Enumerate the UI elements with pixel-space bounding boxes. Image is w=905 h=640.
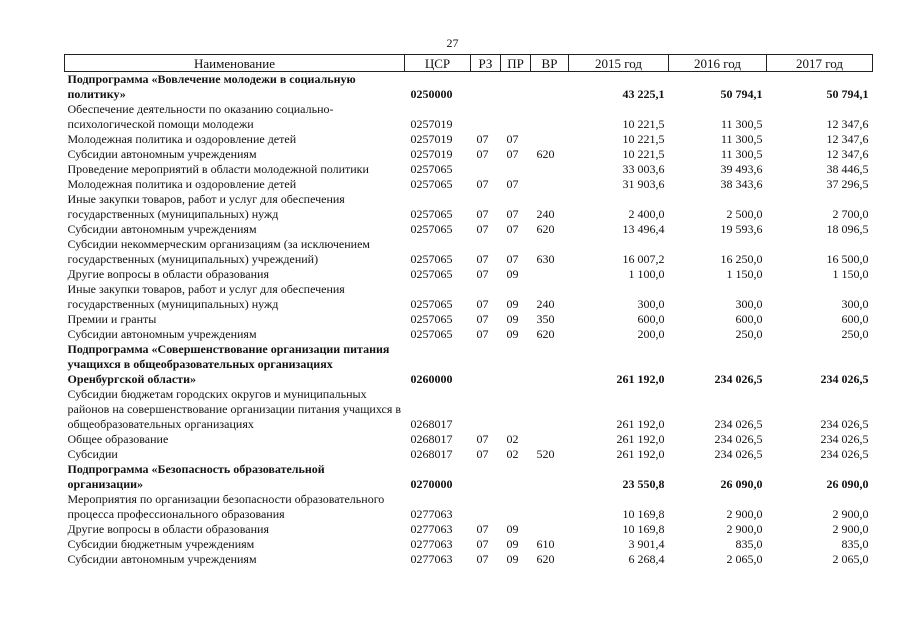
cell-2017: 835,0 (841, 537, 869, 551)
cell-pr: 09 (506, 537, 519, 551)
cell-name: Подпрограмма «Вовлечение молодежи в социальную политику» (67, 72, 356, 101)
cell-rz (471, 462, 501, 492)
cell-2017: 300,0 (841, 297, 869, 311)
cell-name: Субсидии автономным учреждениям (67, 552, 257, 566)
cell-2017: 600,0 (841, 312, 869, 326)
cell-pr: 09 (506, 552, 519, 566)
cell-2017: 2 900,0 (832, 522, 869, 536)
cell-rz: 07 (476, 147, 489, 161)
cell-pr: 09 (506, 297, 519, 311)
cell-2015: 200,0 (637, 327, 665, 341)
cell-pr: 07 (506, 132, 519, 146)
cell-2015: 10 169,8 (622, 507, 665, 521)
cell-csr: 0257019 (410, 147, 453, 161)
cell-rz: 07 (476, 177, 489, 191)
cell-csr: 0277063 (410, 552, 453, 566)
cell-name: Мероприятия по организации безопасности образовательного процесса профессионального образования (67, 492, 385, 521)
cell-csr: 0257065 (410, 207, 453, 221)
table-row (65, 552, 873, 567)
cell-vr: 620 (536, 147, 555, 161)
cell-2015: 1 100,0 (628, 267, 665, 281)
header-csr: ЦСР (405, 55, 471, 72)
cell-name: Субсидии (67, 447, 118, 461)
cell-vr (531, 267, 569, 282)
cell-vr (531, 177, 569, 192)
table-row (65, 387, 873, 432)
table-row (65, 102, 873, 132)
cell-pr: 07 (506, 222, 519, 236)
table-row (65, 162, 873, 177)
cell-pr: 07 (506, 207, 519, 221)
cell-csr: 0257065 (410, 312, 453, 326)
cell-pr (501, 72, 531, 103)
cell-2017: 234 026,5 (820, 447, 869, 461)
cell-2015: 261 192,0 (616, 432, 665, 446)
cell-2015: 261 192,0 (616, 372, 665, 386)
cell-pr (501, 492, 531, 522)
cell-2016: 600,0 (735, 312, 763, 326)
cell-2015: 10 221,5 (622, 117, 665, 131)
table-row (65, 492, 873, 522)
cell-name: Подпрограмма «Безопасность образовательной организации» (67, 462, 325, 491)
cell-pr: 07 (506, 177, 519, 191)
cell-vr (531, 462, 569, 492)
header-2016: 2016 год (669, 55, 767, 72)
cell-2016: 234 026,5 (714, 447, 763, 461)
cell-pr (501, 162, 531, 177)
cell-csr: 0268017 (410, 447, 453, 461)
cell-rz: 07 (476, 207, 489, 221)
cell-2016: 26 090,0 (720, 477, 763, 491)
cell-2015: 43 225,1 (622, 87, 665, 101)
cell-2016: 2 900,0 (726, 522, 763, 536)
cell-rz (471, 342, 501, 387)
cell-2017: 38 446,5 (826, 162, 869, 176)
cell-2016: 234 026,5 (714, 417, 763, 431)
cell-2017: 2 700,0 (832, 207, 869, 221)
cell-rz: 07 (476, 222, 489, 236)
cell-rz (471, 102, 501, 132)
cell-2016: 11 300,5 (720, 132, 763, 146)
cell-rz: 07 (476, 552, 489, 566)
cell-2015: 16 007,2 (622, 252, 665, 266)
cell-2015: 261 192,0 (616, 417, 665, 431)
cell-2015: 600,0 (637, 312, 665, 326)
cell-2015: 261 192,0 (616, 447, 665, 461)
cell-2016: 250,0 (735, 327, 763, 341)
cell-name: Другие вопросы в области образования (67, 267, 269, 281)
table-row (65, 192, 873, 222)
cell-rz (471, 387, 501, 432)
cell-pr: 07 (506, 147, 519, 161)
cell-2015: 23 550,8 (622, 477, 665, 491)
cell-pr: 07 (506, 252, 519, 266)
cell-name: Проведение мероприятий в области молодежной политики (67, 162, 369, 176)
cell-2016: 39 493,6 (720, 162, 763, 176)
cell-csr: 0257065 (410, 222, 453, 236)
cell-2017: 234 026,5 (820, 432, 869, 446)
cell-2017: 16 500,0 (826, 252, 869, 266)
cell-vr: 610 (536, 537, 555, 551)
cell-2015: 10 169,8 (622, 522, 665, 536)
cell-2016: 16 250,0 (720, 252, 763, 266)
header-2015: 2015 год (569, 55, 669, 72)
cell-rz (471, 162, 501, 177)
budget-table (64, 54, 873, 567)
cell-2015: 13 496,4 (622, 222, 665, 236)
cell-2015: 10 221,5 (622, 132, 665, 146)
cell-vr (531, 162, 569, 177)
cell-2017: 50 794,1 (826, 87, 869, 101)
cell-2017: 1 150,0 (832, 267, 869, 281)
cell-2017: 12 347,6 (826, 147, 869, 161)
table-row (65, 312, 873, 327)
cell-pr: 09 (506, 312, 519, 326)
cell-2016: 300,0 (735, 297, 763, 311)
cell-pr: 09 (506, 522, 519, 536)
cell-name: Иные закупки товаров, работ и услуг для обеспечения государственных (муниципальных) нужд (67, 282, 345, 311)
cell-2016: 19 593,6 (720, 222, 763, 236)
cell-csr: 0257065 (410, 177, 453, 191)
cell-csr: 0277063 (410, 507, 453, 521)
cell-pr (501, 342, 531, 387)
cell-csr: 0260000 (410, 372, 453, 386)
cell-name: Субсидии автономным учреждениям (67, 327, 257, 341)
cell-name: Субсидии автономным учреждениям (67, 222, 257, 236)
cell-2015: 31 903,6 (622, 177, 665, 191)
cell-2016: 2 065,0 (726, 552, 763, 566)
table-row (65, 267, 873, 282)
table-row (65, 132, 873, 147)
cell-csr: 0257065 (410, 297, 453, 311)
cell-csr: 0270000 (410, 477, 453, 491)
cell-2017: 37 296,5 (826, 177, 869, 191)
table-row (65, 237, 873, 267)
cell-rz: 07 (476, 522, 489, 536)
header-rz: РЗ (471, 55, 501, 72)
cell-name: Молодежная политика и оздоровление детей (67, 177, 297, 191)
cell-rz (471, 492, 501, 522)
cell-2015: 6 268,4 (628, 552, 665, 566)
cell-rz: 07 (476, 312, 489, 326)
cell-2015: 300,0 (637, 297, 665, 311)
cell-vr: 620 (536, 222, 555, 236)
table-row (65, 522, 873, 537)
subprogram-row (65, 462, 873, 492)
cell-rz: 07 (476, 537, 489, 551)
cell-name: Обеспечение деятельности по оказанию социально-психологической помощи молодежи (67, 102, 334, 131)
cell-vr: 350 (536, 312, 555, 326)
cell-vr: 620 (536, 552, 555, 566)
subprogram-row (65, 342, 873, 387)
cell-vr: 240 (536, 297, 555, 311)
cell-pr: 09 (506, 327, 519, 341)
cell-pr (501, 387, 531, 432)
cell-2017: 18 096,5 (826, 222, 869, 236)
table-header-row (65, 55, 873, 72)
cell-name: Иные закупки товаров, работ и услуг для обеспечения государственных (муниципальных) нужд (67, 192, 345, 221)
cell-csr: 0250000 (410, 87, 453, 101)
cell-2017: 12 347,6 (826, 132, 869, 146)
cell-2016: 234 026,5 (714, 432, 763, 446)
table-row (65, 432, 873, 447)
cell-csr: 0277063 (410, 537, 453, 551)
cell-2015: 10 221,5 (622, 147, 665, 161)
table-body (65, 72, 873, 568)
cell-2016: 2 900,0 (726, 507, 763, 521)
cell-csr: 0257019 (410, 117, 453, 131)
cell-rz (471, 72, 501, 103)
cell-2017: 234 026,5 (820, 372, 869, 386)
subprogram-row (65, 72, 873, 103)
cell-2016: 234 026,5 (714, 372, 763, 386)
cell-rz: 07 (476, 327, 489, 341)
cell-name: Подпрограмма «Совершенствование организации питания учащихся в общеобразовательных организациях Оренбургской области» (67, 342, 390, 386)
cell-pr (501, 462, 531, 492)
cell-2017: 26 090,0 (826, 477, 869, 491)
cell-2017: 2 900,0 (832, 507, 869, 521)
table-row (65, 147, 873, 162)
cell-vr (531, 522, 569, 537)
cell-vr (531, 102, 569, 132)
cell-2016: 11 300,5 (720, 117, 763, 131)
cell-name: Субсидии автономным учреждениям (67, 147, 257, 161)
cell-2016: 1 150,0 (726, 267, 763, 281)
table-row (65, 537, 873, 552)
cell-vr (531, 342, 569, 387)
table-row (65, 327, 873, 342)
table-row (65, 282, 873, 312)
cell-csr: 0257065 (410, 162, 453, 176)
cell-csr: 0257019 (410, 132, 453, 146)
header-vr: ВР (531, 55, 569, 72)
cell-2016: 2 500,0 (726, 207, 763, 221)
page-number: 27 (446, 36, 459, 50)
cell-name: Субсидии бюджетным учреждениям (67, 537, 255, 551)
cell-name: Общее образование (67, 432, 169, 446)
cell-2017: 12 347,6 (826, 117, 869, 131)
cell-2015: 33 003,6 (622, 162, 665, 176)
cell-name: Премии и гранты (67, 312, 157, 326)
cell-name: Субсидии бюджетам городских округов и муниципальных районов на совершенствование организации питания учащихся в общеобразовательных организациях (67, 387, 402, 431)
cell-name: Другие вопросы в области образования (67, 522, 269, 536)
cell-csr: 0268017 (410, 417, 453, 431)
cell-2015: 2 400,0 (628, 207, 665, 221)
cell-pr (501, 102, 531, 132)
cell-vr (531, 432, 569, 447)
table-row (65, 177, 873, 192)
cell-pr: 02 (506, 432, 519, 446)
cell-2016: 835,0 (735, 537, 763, 551)
cell-vr (531, 492, 569, 522)
header-pr: ПР (501, 55, 531, 72)
header-name: Наименование (65, 55, 405, 72)
cell-2017: 234 026,5 (820, 417, 869, 431)
cell-2015: 3 901,4 (628, 537, 665, 551)
table-row (65, 447, 873, 462)
cell-name: Молодежная политика и оздоровление детей (67, 132, 297, 146)
cell-vr: 240 (536, 207, 555, 221)
cell-csr: 0268017 (410, 432, 453, 446)
cell-2016: 11 300,5 (720, 147, 763, 161)
cell-2017: 2 065,0 (832, 552, 869, 566)
cell-csr: 0257065 (410, 252, 453, 266)
cell-rz: 07 (476, 267, 489, 281)
cell-2016: 38 343,6 (720, 177, 763, 191)
cell-vr: 520 (536, 447, 555, 461)
cell-csr: 0277063 (410, 522, 453, 536)
cell-vr (531, 132, 569, 147)
table-row (65, 222, 873, 237)
cell-rz: 07 (476, 132, 489, 146)
cell-vr (531, 387, 569, 432)
cell-pr: 02 (506, 447, 519, 461)
cell-pr: 09 (506, 267, 519, 281)
cell-vr: 620 (536, 327, 555, 341)
header-2017: 2017 год (767, 55, 873, 72)
cell-csr: 0257065 (410, 327, 453, 341)
cell-2016: 50 794,1 (720, 87, 763, 101)
cell-rz: 07 (476, 432, 489, 446)
cell-rz: 07 (476, 297, 489, 311)
cell-vr: 630 (536, 252, 555, 266)
cell-vr (531, 72, 569, 103)
cell-rz: 07 (476, 447, 489, 461)
cell-name: Субсидии некоммерческим организациям (за исключением государственных (муниципальных) учреждений) (67, 237, 371, 266)
cell-2017: 250,0 (841, 327, 869, 341)
cell-rz: 07 (476, 252, 489, 266)
cell-csr: 0257065 (410, 267, 453, 281)
